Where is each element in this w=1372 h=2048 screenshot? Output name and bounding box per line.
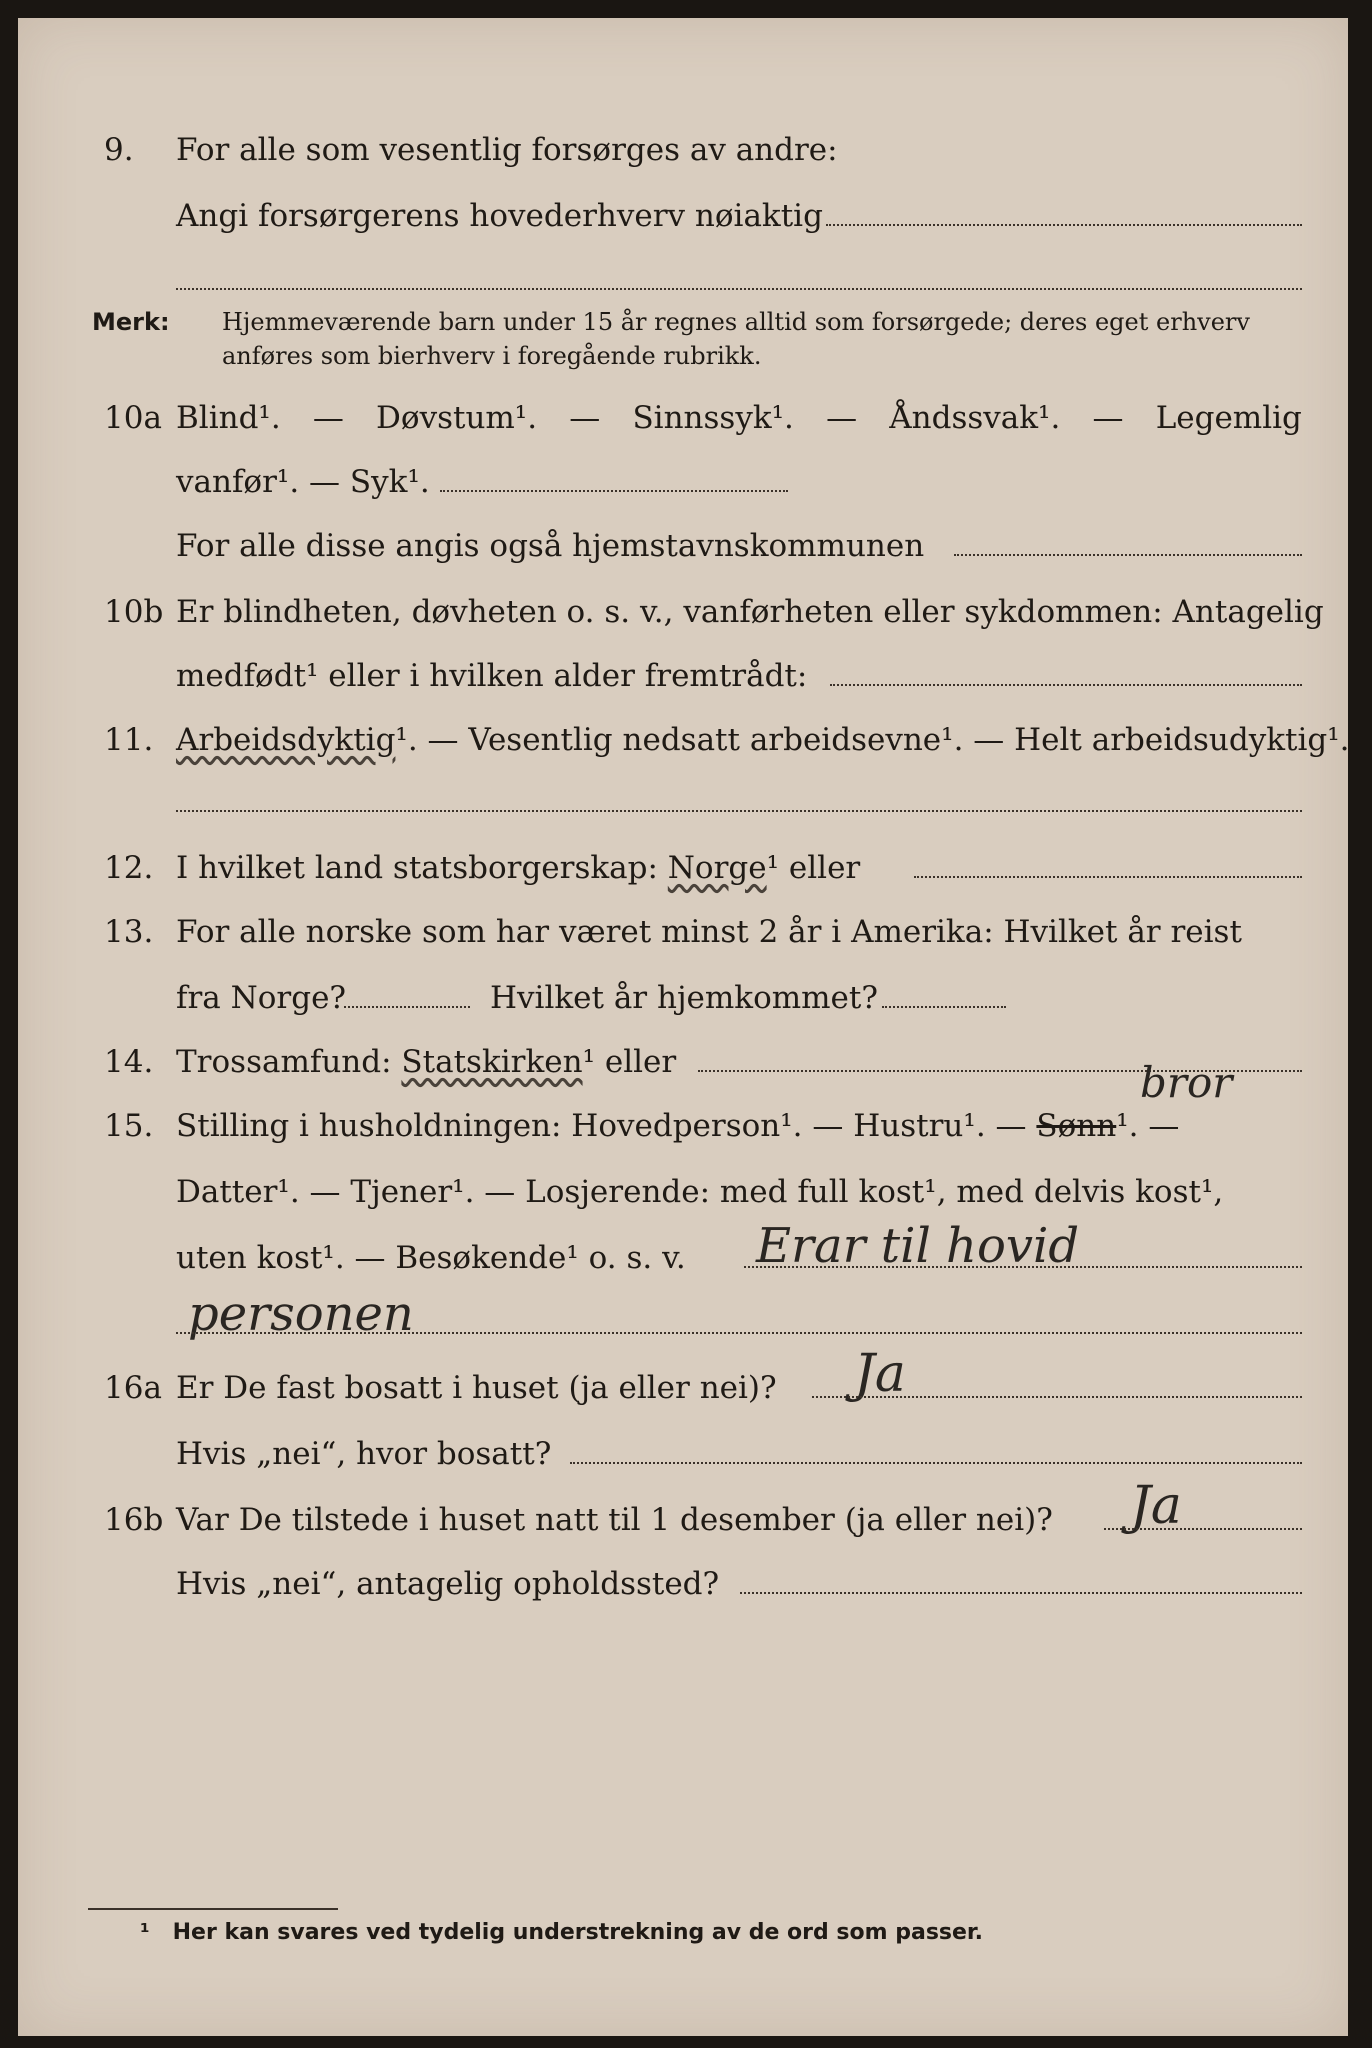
question-number: 10a: [104, 400, 162, 436]
question-number: 16b: [104, 1502, 164, 1538]
dash: —: [312, 400, 344, 436]
question-text: uten kost¹. — Besøkende¹ o. s. v.: [176, 1240, 686, 1276]
question-text-part: Stilling i husholdningen: Hovedperson¹. — Hustru¹. —: [176, 1108, 1027, 1144]
question-16a-line2: [0, 1430, 1372, 1478]
question-10b-line2: [0, 652, 1372, 700]
question-number: 16a: [104, 1370, 162, 1406]
dash: —: [826, 400, 858, 436]
option-andssvak[interactable]: Åndssvak¹.: [889, 400, 1061, 436]
question-text: [176, 844, 860, 892]
question-text: Datter¹. — Tjener¹. — Losjerende: med full kost¹, med delvis kost¹,: [176, 1174, 1224, 1210]
question-text: Var De tilstede i huset natt til 1 desember (ja eller nei)?: [176, 1502, 1053, 1538]
dash: —: [569, 400, 601, 436]
question-text: For alle disse angis også hjemstavnskommunen: [176, 528, 925, 564]
question-prefix: I hvilket land statsborgerskap:: [176, 850, 658, 886]
question-text: Er blindheten, døvheten o. s. v., vanførheten eller sykdommen: Antagelig: [176, 594, 1324, 630]
question-16a: [0, 1364, 1372, 1412]
question-15-line3: [0, 1234, 1372, 1282]
note-label: Merk:: [92, 308, 170, 336]
question-10a-line2: [0, 458, 1372, 506]
question-suffix: ¹ eller: [766, 850, 861, 886]
dash: —: [1092, 400, 1124, 436]
question-11: [0, 716, 1372, 764]
question-13: [0, 908, 1372, 956]
question-10a-line3: [0, 522, 1372, 570]
selected-option[interactable]: Norge: [667, 850, 767, 886]
question-number: 11.: [104, 722, 154, 758]
answer-line[interactable]: [954, 554, 1302, 556]
answer-line[interactable]: [830, 684, 1302, 686]
answer-line[interactable]: [344, 1006, 470, 1008]
question-number: 13.: [104, 914, 154, 950]
question-number: 12.: [104, 850, 154, 886]
answer-line[interactable]: [882, 1006, 1006, 1008]
option-blind[interactable]: Blind¹.: [176, 400, 281, 436]
answer-line[interactable]: [826, 224, 1302, 226]
answer-line[interactable]: [740, 1592, 1302, 1594]
question-text: [176, 1102, 1179, 1150]
struck-option[interactable]: Sønn: [1036, 1108, 1117, 1144]
answer-line[interactable]: [440, 490, 788, 492]
question-text: For alle norske som har været minst 2 år i Amerika: Hvilket år reist: [176, 914, 1242, 950]
answer-line[interactable]: [744, 1266, 1302, 1268]
selected-option[interactable]: Statskirken: [401, 1044, 583, 1080]
question-9-line2: [0, 192, 1372, 240]
answer-line[interactable]: [914, 876, 1302, 878]
selected-option[interactable]: Arbeidsdyktig: [176, 722, 396, 758]
answer-line[interactable]: [176, 1332, 1302, 1334]
question-text: For alle som vesentlig forsørges av andre:: [176, 132, 838, 168]
handwritten-answer: personen: [188, 1286, 414, 1342]
option-legemlig[interactable]: Legemlig: [1155, 400, 1302, 436]
question-text: [176, 394, 1302, 442]
handwritten-answer: Erar til hovid: [756, 1218, 1080, 1274]
question-number: 14.: [104, 1044, 154, 1080]
question-number: 9.: [104, 132, 134, 168]
handwritten-answer: Ja: [1130, 1476, 1182, 1536]
question-text: Hvis „nei“, antagelig opholdssted?: [176, 1566, 720, 1602]
question-number: 10b: [104, 594, 164, 630]
question-text-rest: ¹. — Vesentlig nedsatt arbeidsevne¹. — Helt arbeidsudyktig¹.: [395, 722, 1350, 758]
note-text: Hjemmeværende barn under 15 år regnes alltid som forsørgede; deres eget erhverv: [222, 308, 1250, 336]
footnote-mark: ¹: [140, 1920, 150, 1945]
answer-line[interactable]: [1104, 1528, 1302, 1530]
question-9: [0, 126, 1372, 174]
footnote-rule: [88, 1908, 338, 1910]
question-text: Angi forsørgerens hovederhverv nøiaktig: [176, 198, 823, 234]
question-text: fra Norge?: [176, 980, 347, 1016]
question-15-line2: [0, 1168, 1372, 1216]
question-10a: [0, 394, 1372, 442]
note-text: anføres som bierhverv i foregående rubrikk.: [222, 342, 762, 370]
question-10b: [0, 588, 1372, 636]
question-text-part: ¹. —: [1116, 1108, 1180, 1144]
option-dovstum[interactable]: Døvstum¹.: [376, 400, 538, 436]
question-15: [0, 1102, 1372, 1150]
question-text: Hvis „nei“, hvor bosatt?: [176, 1436, 552, 1472]
question-text: [176, 716, 1350, 764]
answer-line[interactable]: [176, 288, 1302, 290]
option-sinnssyk[interactable]: Sinnssyk¹.: [632, 400, 794, 436]
answer-line[interactable]: [812, 1396, 1302, 1398]
question-text: [176, 1038, 676, 1086]
question-number: 15.: [104, 1108, 154, 1144]
question-text: vanfør¹. — Syk¹.: [176, 464, 430, 500]
footnote: [140, 1920, 983, 1945]
question-prefix: Trossamfund:: [176, 1044, 392, 1080]
question-12: [0, 844, 1372, 892]
question-text: medfødt¹ eller i hvilken alder fremtrådt:: [176, 658, 808, 694]
question-suffix: ¹ eller: [582, 1044, 677, 1080]
question-16b-line2: [0, 1560, 1372, 1608]
footnote-text: Her kan svares ved tydelig understrekning av de ord som passer.: [172, 1920, 983, 1945]
question-text: Hvilket år hjemkommet?: [490, 980, 878, 1016]
handwritten-answer: Ja: [854, 1344, 906, 1404]
question-13-line2: [0, 974, 1372, 1022]
question-text: Er De fast bosatt i huset (ja eller nei)?: [176, 1370, 777, 1406]
answer-line[interactable]: [176, 810, 1302, 812]
handwritten-annotation: bror: [1140, 1058, 1233, 1107]
answer-line[interactable]: [570, 1462, 1302, 1464]
